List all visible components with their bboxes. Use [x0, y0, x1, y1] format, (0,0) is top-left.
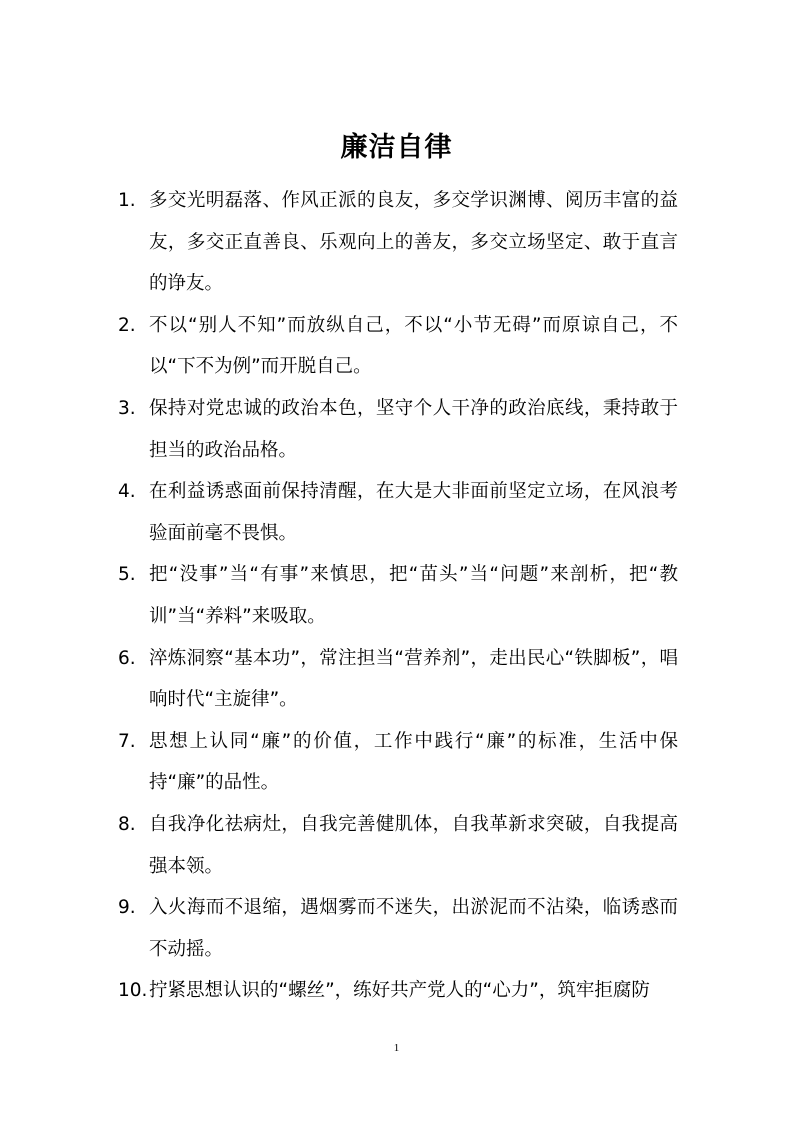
list-item [118, 554, 678, 637]
list-item-text: 思想上认同“廉”的价值，工作中践行“廉”的标准，生活中保持“廉”的品性。 [149, 730, 678, 794]
numbered-list [118, 180, 678, 1012]
list-item-text: 淬炼洞察“基本功”，常注担当“营养剂”，走出民心“铁脚板”，唱响时代“主旋律”。 [149, 647, 678, 711]
list-item-number: 3. [118, 397, 136, 419]
list-item-number: 7. [118, 730, 136, 752]
list-item-number: 8. [118, 813, 136, 835]
page-title: 廉洁自律 [340, 132, 453, 164]
list-item [118, 305, 678, 388]
list-item-text: 不以“别人不知”而放纵自己，不以“小节无碍”而原谅自己，不以“下不为例”而开脱自己。 [149, 314, 678, 378]
list-item-text: 保持对党忠诚的政治本色，坚守个人干净的政治底线，秉持敢于担当的政治品格。 [149, 397, 678, 461]
list-item [118, 388, 678, 471]
list-item-number: 2. [118, 314, 136, 336]
page-number: 1 [393, 1042, 400, 1054]
list-item-text: 把“没事”当“有事”来慎思，把“苗头”当“问题”来剖析，把“教训”当“养料”来吸取。 [149, 564, 678, 627]
list-item-number: 5. [118, 564, 136, 586]
list-item [118, 804, 678, 887]
list-item [118, 721, 678, 804]
list-item-number: 4. [118, 481, 136, 503]
list-item-number: 1. [118, 190, 136, 211]
list-item-text: 自我净化祛病灶，自我完善健肌体，自我革新求突破，自我提高强本领。 [149, 813, 678, 877]
list-item-number: 9. [118, 897, 136, 919]
list-item [118, 887, 678, 970]
list-item-text: 多交光明磊落、作风正派的良友，多交学识渊博、阅历丰富的益友，多交正直善良、乐观向上的善友，多交立场坚定、敢于直言的诤友。 [149, 190, 678, 295]
list-item-number: 6. [118, 647, 136, 669]
list-item [118, 471, 678, 554]
list-item-text: 入火海而不退缩，遇烟雾而不迷失，出淤泥而不沾染，临诱惑而不动摇。 [149, 897, 678, 960]
list-item [118, 180, 678, 305]
list-item-text: 在利益诱惑面前保持清醒，在大是大非面前坚定立场，在风浪考验面前毫不畏惧。 [149, 481, 678, 544]
list-item-number: 10. [118, 980, 148, 1002]
list-item [118, 970, 678, 1012]
list-item [118, 638, 678, 721]
list-item-text: 拧紧思想认识的“螺丝”，练好共产党人的“心力”，筑牢拒腐防 [149, 980, 650, 1002]
